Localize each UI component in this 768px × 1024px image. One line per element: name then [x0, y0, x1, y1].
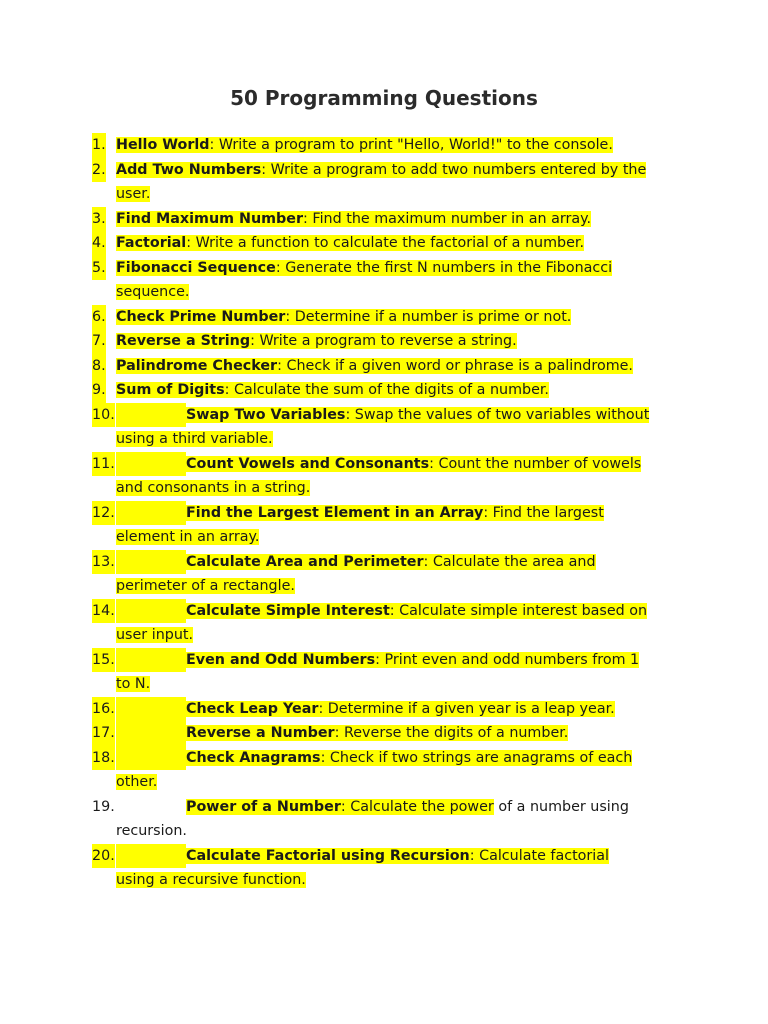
question-number: 11.	[92, 452, 115, 477]
question-title: Check Anagrams	[186, 749, 321, 766]
question-item	[92, 256, 652, 305]
question-item	[92, 599, 652, 648]
question-text	[116, 505, 604, 546]
question-item	[92, 721, 652, 746]
highlighted-text	[116, 456, 641, 497]
question-title: Calculate Factorial using Recursion	[186, 847, 470, 864]
tab-space	[116, 697, 186, 722]
question-title: Factorial	[116, 235, 187, 251]
question-title: Power of a Number	[186, 798, 341, 815]
question-number: 14.	[92, 599, 115, 624]
question-description: : Determine if a given year is a leap year.	[318, 700, 615, 717]
question-item	[92, 158, 652, 207]
highlighted-text	[116, 309, 571, 325]
highlighted-text	[116, 162, 646, 203]
question-title: Palindrome Checker	[116, 357, 278, 374]
highlighted-text	[116, 382, 549, 398]
question-number: 8.	[92, 354, 106, 379]
question-description: : Find the largest element in an array.	[116, 504, 604, 545]
question-text	[116, 554, 596, 595]
highlighted-text	[116, 554, 596, 595]
highlighted-text	[116, 750, 632, 791]
tab-space	[116, 648, 186, 673]
question-text	[116, 407, 649, 448]
question-text	[116, 162, 646, 203]
tab-space	[116, 550, 186, 575]
question-number: 1.	[92, 133, 106, 158]
question-list	[92, 133, 652, 893]
question-description: : Write a program to reverse a string.	[250, 333, 517, 349]
question-description: : Generate the first N numbers in the Fibonacci sequence.	[116, 259, 613, 300]
question-number: 18.	[92, 746, 115, 771]
question-text	[116, 652, 639, 693]
highlighted-text	[116, 137, 613, 153]
question-item	[92, 501, 652, 550]
question-item	[92, 231, 652, 256]
question-text	[116, 309, 571, 325]
highlighted-text	[116, 848, 609, 889]
tab-space	[116, 721, 186, 746]
highlighted-text	[116, 505, 604, 546]
question-number: 12.	[92, 501, 115, 526]
question-description: : Reverse the digits of a number.	[334, 725, 569, 741]
question-number: 7.	[92, 329, 106, 354]
question-description-plain: of a number using recursion.	[116, 798, 629, 839]
question-number: 10.	[92, 403, 115, 428]
question-item	[92, 133, 652, 158]
question-description: : Swap the values of two variables without using a third variable.	[116, 406, 650, 447]
question-text	[116, 235, 584, 251]
question-number: 13.	[92, 550, 115, 575]
question-text	[116, 358, 633, 374]
question-number: 16.	[92, 697, 115, 722]
question-item	[92, 550, 652, 599]
question-text	[116, 848, 609, 889]
question-item	[92, 207, 652, 232]
highlighted-text	[116, 260, 612, 301]
question-description: : Check if a given word or phrase is a palindrome.	[277, 357, 633, 374]
question-item	[92, 746, 652, 795]
question-description: : Write a program to print "Hello, World!" to the console.	[209, 137, 613, 153]
question-number: 19.	[92, 798, 115, 815]
question-item	[92, 354, 652, 379]
highlighted-text	[186, 799, 494, 815]
highlighted-text	[186, 725, 568, 741]
question-description: : Calculate simple interest based on user input.	[116, 602, 648, 643]
tab-space	[116, 746, 186, 771]
question-title: Calculate Simple Interest	[186, 602, 390, 619]
tab-space	[116, 844, 186, 869]
question-item	[92, 844, 652, 893]
question-description: : Count the number of vowels and consonants in a string.	[116, 455, 642, 496]
question-description: : Calculate the power	[340, 798, 494, 815]
question-number: 20.	[92, 844, 115, 869]
question-title: Find Maximum Number	[116, 210, 304, 227]
highlighted-text	[116, 235, 584, 251]
question-title: Hello World	[116, 137, 210, 153]
question-number: 5.	[92, 256, 106, 281]
question-description: : Calculate the sum of the digits of a number.	[224, 382, 549, 398]
question-text	[116, 382, 549, 398]
question-number: 17.	[92, 721, 115, 746]
question-item	[92, 452, 652, 501]
highlighted-text	[116, 652, 639, 693]
question-text	[116, 211, 591, 227]
question-number: 15.	[92, 648, 115, 673]
question-text	[116, 260, 612, 301]
question-description: : Calculate the area and perimeter of a rectangle.	[116, 553, 596, 594]
question-title: Even and Odd Numbers	[186, 651, 376, 668]
question-title: Reverse a String	[116, 333, 251, 349]
question-item	[92, 648, 652, 697]
tab-space	[116, 599, 186, 624]
question-text	[116, 799, 629, 840]
highlighted-text	[186, 701, 615, 717]
question-text	[116, 701, 615, 717]
question-title: Sum of Digits	[116, 382, 225, 398]
question-description: : Write a program to add two numbers entered by the user.	[116, 161, 647, 202]
question-title: Swap Two Variables	[186, 406, 346, 423]
highlighted-text	[116, 333, 517, 349]
question-title: Fibonacci Sequence	[116, 259, 276, 276]
tab-space	[116, 501, 186, 526]
page-title: 50 Programming Questions	[230, 86, 538, 110]
highlighted-text	[116, 407, 649, 448]
tab-space	[116, 452, 186, 477]
question-title: Calculate Area and Perimeter	[186, 553, 424, 570]
question-description: : Print even and odd numbers from 1 to N.	[116, 651, 640, 692]
question-title: Check Leap Year	[186, 700, 319, 717]
question-text	[116, 750, 632, 791]
question-number: 6.	[92, 305, 106, 330]
question-item	[92, 329, 652, 354]
question-text	[116, 725, 568, 741]
question-description: : Write a function to calculate the factorial of a number.	[186, 235, 585, 251]
question-item	[92, 305, 652, 330]
question-description: : Determine if a number is prime or not.	[285, 308, 572, 325]
tab-space	[116, 403, 186, 428]
question-description: : Calculate factorial using a recursive function.	[116, 847, 610, 888]
highlighted-text	[116, 603, 647, 644]
question-item	[92, 378, 652, 403]
question-number: 9.	[92, 378, 106, 403]
question-item	[92, 403, 652, 452]
question-description: : Find the maximum number in an array.	[303, 210, 592, 227]
question-item	[92, 697, 652, 722]
question-title: Count Vowels and Consonants	[186, 455, 430, 472]
question-text	[116, 137, 613, 153]
question-description: : Check if two strings are anagrams of each other.	[116, 749, 633, 790]
question-title: Find the Largest Element in an Array	[186, 504, 484, 521]
question-number: 3.	[92, 207, 106, 232]
question-number: 2.	[92, 158, 106, 183]
question-text	[116, 333, 517, 349]
question-number: 4.	[92, 231, 106, 256]
question-item	[92, 795, 652, 844]
highlighted-text	[116, 358, 633, 374]
highlighted-text	[116, 211, 591, 227]
question-title: Add Two Numbers	[116, 161, 262, 178]
question-text	[116, 603, 647, 644]
question-title: Reverse a Number	[186, 725, 335, 741]
tab-space	[116, 795, 186, 820]
question-title: Check Prime Number	[116, 308, 286, 325]
question-text	[116, 456, 641, 497]
